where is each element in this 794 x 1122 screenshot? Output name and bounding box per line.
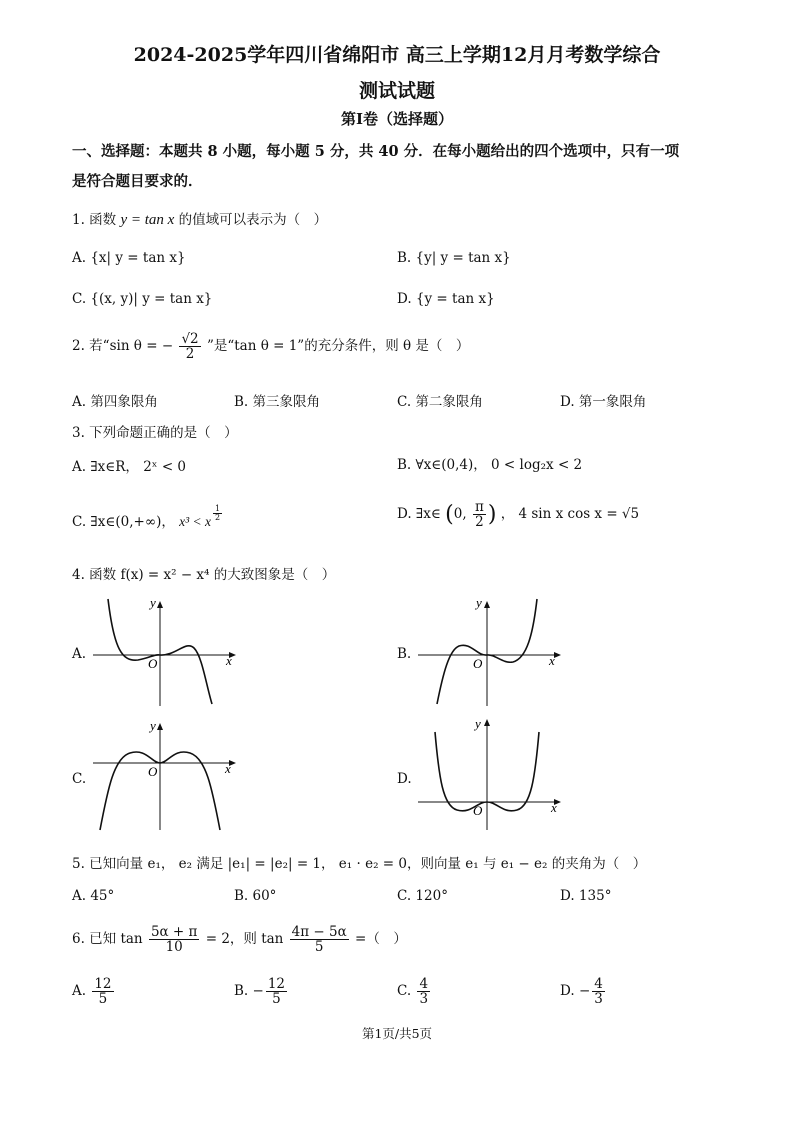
q6-opt-c-label: C. (397, 983, 412, 1000)
q6-opt-c-frac (417, 977, 430, 1006)
origin-label: O (148, 764, 158, 779)
q6-option-d[interactable] (560, 977, 607, 1006)
y-axis-label: y (475, 718, 481, 731)
q3-optd-mid: 0, (453, 506, 467, 523)
y-axis-label: y (150, 595, 156, 610)
q2-option-b[interactable]: B. 第三象限角 (234, 394, 321, 410)
q4-label-c: C. (72, 771, 87, 787)
q3-optd-rparen: ) (487, 502, 497, 528)
q6-opt-d-label: D. (560, 983, 575, 1000)
page-title: 2024-2025学年四川省绵阳市 高三上学期12月月考数学综合 (133, 44, 661, 66)
q6-f1-num: 5α + π (150, 924, 198, 940)
x-axis-label: x (549, 653, 555, 668)
q1-suffix: 的值域可以表示为（ ） (178, 212, 328, 228)
q2-option-a[interactable]: A. 第四象限角 (72, 394, 158, 410)
q6-option-a[interactable] (72, 977, 116, 1006)
q6-opt-b-num: 12 (267, 976, 286, 992)
q6-opt-c-num: 4 (419, 976, 429, 992)
q2-suffix: ”是“tan θ = 1”的充分条件，则 θ 是（ ） (206, 338, 470, 355)
q6-option-b[interactable] (234, 977, 289, 1006)
q4-label-b: B. (397, 646, 412, 662)
q2-fraction (179, 332, 200, 361)
q3-optd-lparen: ( (445, 502, 454, 528)
q6-mid: = 2，则 tan (205, 931, 284, 948)
q1-option-d[interactable]: D. {y = tan x} (397, 291, 495, 307)
section-heading: 一、选择题：本题共 8 小题，每小题 5 分，共 40 分．在每小题给出的四个选项中，只有一项 (72, 143, 680, 160)
q1-expr: y = tan x (120, 212, 175, 228)
question-3: 3. 下列命题正确的是（ ） (72, 425, 238, 441)
q6-opt-b-den: 5 (272, 991, 281, 1008)
q6-fraction-2 (290, 925, 349, 954)
q3-optc-exp-den: 2 (215, 513, 221, 523)
q6-option-c[interactable] (397, 977, 432, 1006)
q6-opt-b-frac (266, 977, 287, 1006)
q6-f1-den: 10 (165, 939, 183, 956)
q4-graph-a[interactable] (90, 594, 240, 709)
section-heading-line2: 是符合题目要求的． (72, 173, 203, 190)
q6-opt-d-sign: − (578, 983, 591, 1000)
q6-opt-a-num: 12 (94, 976, 112, 992)
q2-option-d[interactable]: D. 第一象限角 (560, 394, 647, 410)
origin-label: O (148, 656, 158, 671)
q3-option-a[interactable]: A. ∃x∈R， 2ˣ < 0 (72, 459, 187, 475)
x-axis-label: x (551, 800, 557, 815)
q3-optc-exponent (213, 505, 222, 523)
q5-option-d[interactable]: D. 135° (560, 888, 612, 904)
y-axis-label: y (150, 718, 156, 733)
q3-optd-prefix: D. ∃x∈ (397, 506, 441, 523)
q3-optd-frac-num: π (474, 499, 484, 515)
q6-opt-d-frac (592, 977, 605, 1006)
y-axis-arrow-icon (484, 719, 490, 726)
q3-option-b[interactable]: B. ∀x∈(0,4)， 0 < log₂x < 2 (397, 457, 583, 473)
question-2 (72, 332, 469, 361)
q5-option-b[interactable]: B. 60° (234, 888, 277, 904)
q4-graph-b[interactable] (415, 594, 565, 709)
q3-optc-exp-num: 1 (215, 504, 221, 513)
q6-opt-c-den: 3 (419, 991, 429, 1008)
q3-option-d[interactable] (397, 500, 639, 529)
q4-graph-c[interactable] (90, 718, 240, 833)
q6-opt-a-frac (92, 977, 113, 1006)
q1-option-b[interactable]: B. {y| y = tan x} (397, 250, 511, 266)
q6-opt-b-sign: − (252, 983, 264, 1000)
q6-opt-b-label: B. (234, 983, 249, 1000)
q4-label-a: A. (72, 646, 87, 662)
question-5: 5. 已知向量 e₁， e₂ 满足 |e₁| = |e₂| = 1， e₁ · e₂ = 0，则向量 e₁ 与 e₁ − e₂ 的夹角为（ ） (72, 856, 647, 872)
q3-optd-fraction (473, 500, 486, 529)
q3-option-c[interactable] (72, 505, 224, 530)
volume-heading: 第Ⅰ卷（选择题） (340, 110, 454, 128)
origin-label: O (473, 656, 483, 671)
q1-option-a[interactable]: A. {x| y = tan x} (72, 250, 186, 266)
q3-optd-suffix: ， 4 sin x cos x = √5 (500, 506, 640, 523)
q3-optc-prefix: C. ∃x∈(0,+∞)， (72, 513, 175, 530)
q2-option-c[interactable]: C. 第二象限角 (397, 394, 483, 410)
q6-f2-den: 5 (314, 939, 324, 956)
q6-opt-d-den: 3 (594, 991, 603, 1008)
q4-label-d: D. (397, 771, 412, 787)
q2-prefix: 2. 若“sin θ = − (72, 338, 174, 355)
page-number: 第1页/共5页 (361, 1026, 433, 1041)
x-axis-label: x (225, 761, 231, 776)
q6-opt-a-den: 5 (98, 991, 108, 1008)
q4-graph-d[interactable] (415, 718, 565, 833)
question-6 (72, 925, 407, 954)
x-axis-arrow-icon (554, 652, 561, 658)
y-axis-arrow-icon (157, 601, 163, 608)
q6-opt-a-label: A. (72, 983, 87, 1000)
page-title-line2: 测试试题 (358, 80, 435, 102)
question-1 (72, 208, 327, 229)
q3-optd-frac-den: 2 (475, 514, 484, 531)
y-axis-arrow-icon (157, 723, 163, 730)
q6-suffix: =（ ） (355, 931, 407, 948)
q5-option-a[interactable]: A. 45° (72, 888, 115, 904)
q6-prefix: 6. 已知 tan (72, 931, 143, 948)
q2-frac-num: √2 (181, 331, 199, 347)
q1-prefix: 1. 函数 (72, 212, 117, 228)
q2-frac-den: 2 (185, 346, 195, 363)
q5-option-c[interactable]: C. 120° (397, 888, 448, 904)
y-axis-label: y (476, 595, 482, 610)
q6-fraction-1 (149, 925, 199, 954)
origin-label: O (473, 803, 483, 818)
q1-option-c[interactable]: C. {(x, y)| y = tan x} (72, 291, 213, 307)
x-axis-label: x (226, 653, 232, 668)
q6-f2-num: 4π − 5α (291, 924, 347, 940)
q3-optc-expr: x³ < x (179, 513, 212, 529)
y-axis-arrow-icon (484, 601, 490, 608)
question-4: 4. 函数 f(x) = x² − x⁴ 的大致图象是（ ） (72, 567, 336, 583)
q6-opt-d-num: 4 (594, 976, 603, 992)
